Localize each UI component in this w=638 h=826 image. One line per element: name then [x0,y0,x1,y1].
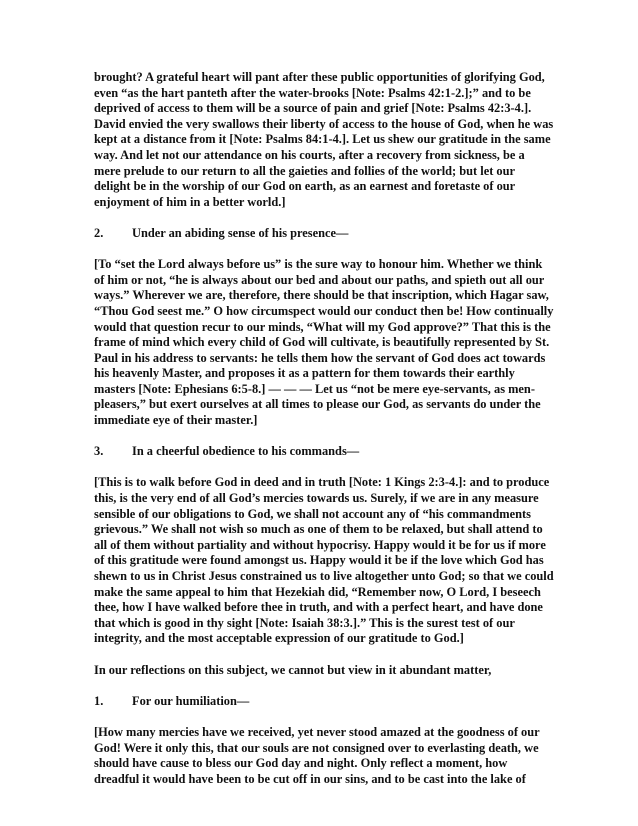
paragraph: [This is to walk before God in deed and in truth [Note: 1 Kings 2:3-4.]: and to produce this, is the very end of all God’s mercies towards us. Surely, if we are in any measure sensible of our obligations to God, we shall not account any of “his commandments grievous.” We shall not wish so much as one of them to be relaxed, but shall attend to all of them without partiality and without hypocrisy. Happy would it be for us if more of this gratitude were found amongst us. Happy would it be if the love which God has shewn to us in Christ Jesus constrained us to live altogether unto God; so that we could make the same appeal to him that Hezekiah did, “Remember now, O Lord, I beseech thee, how I have walked before thee in truth, and with a perfect heart, and have done that which is good in thy sight [Note: Isaiah 38:3.].” This is the surest test of our integrity, and the most acceptable expression of our gratitude to God.] [94,475,554,646]
numbered-heading [94,444,554,460]
numbered-heading [94,694,554,710]
heading-text: In a cheerful obedience to his commands— [132,444,360,459]
paragraph: [How many mercies have we received, yet never stood amazed at the goodness of our God! Were it only this, that our souls are not consigned over to everlasting death, we should have cause to bless our God day and night. Only reflect a moment, how dreadful it would have been to be cut off in our sins, and to be cast into the lake of [94,724,540,786]
paragraph: brought? A grateful heart will pant after these public opportunities of glorifying God, even “as the hart panteth after the water-brooks [Note: Psalms 42:1-2.];” and to be deprived of access to them will be a source of pain and grief [Note: Psalms 42:3-4.]. David envied the very swallows their liberty of access to the house of God, when he was kept at a distance from it [Note: Psalms 84:1-4.]. Let us shew our gratitude in the same way. And let not our attendance on his courts, after a recovery from sickness, be a mere prelude to our return to all the gaieties and follies of the world; but let our delight be in the worship of our God on earth, as an earnest and foretaste of our enjoyment of him in a better world.] [94,70,554,209]
numbered-heading [94,226,554,242]
heading-text: Under an abiding sense of his presence— [132,225,349,240]
document-page [94,70,554,803]
heading-text: For our humiliation— [132,693,250,708]
heading-number: 1. [94,693,104,708]
heading-number: 3. [94,444,104,459]
paragraph: In our reflections on this subject, we cannot but view in it abundant matter, [94,662,492,677]
paragraph: [To “set the Lord always before us” is the sure way to honour him. Whether we think of him or not, “he is always about our bed and about our paths, and spieth out all our ways.” Wherever we are, therefore, there should be that inscription, which Hagar saw, “Thou God seest me.” O how circumspect would our conduct then be! How continually would that question recur to our minds, “What will my God approve?” That this is the frame of mind which every child of God will cultivate, is beautifully represented by St. Paul in his address to servants: he tells them how the servant of God does act towards his heavenly Master, and proposes it as a pattern for them towards their earthly masters [Note: Ephesians 6:5-8.] — — — Let us “not be mere eye-servants, as men-pleasers,” but exert ourselves at all times to please our God, as servants do under the immediate eye of their master.] [94,257,554,428]
heading-number: 2. [94,225,104,240]
